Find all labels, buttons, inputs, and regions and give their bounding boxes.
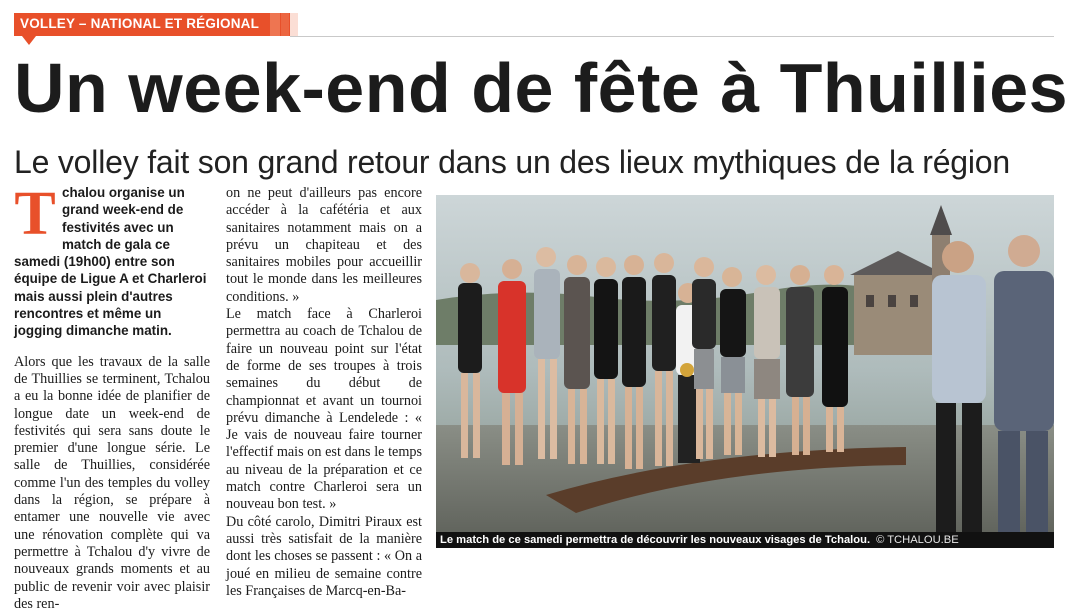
section-rubric: VOLLEY – NATIONAL ET RÉGIONAL [20,16,260,31]
team-photo-scene [436,195,1054,547]
rubric-fade-2 [281,13,289,36]
photo-credit: © TCHALOU.BE [876,534,959,546]
body-paragraph-3: Le match face à Charleroi permettra au coach de Tchalou de faire un nouveau point sur l'état de forme de ses troupes à trois semaines du début de championnat et avant un tournoi prévu dimanche à Lendelede : « Je vais de nouveau faire tourner l'effectif mais on est dans le temps au niveau de la préparation et ce match contre Charleroi sera un nouveau bon test. » [226,306,422,513]
rubric-fade-3 [290,13,298,36]
subheadline: Le volley fait son grand retour dans un des lieux mythiques de la région [14,144,1010,180]
body-paragraph-2: on ne peut d'ailleurs pas encore accéder à la cafétéria et aux sanitaires notamment mais on a prévu un chapiteau et des sanitaires mobiles pour accueillir tout le monde dans les meilleures conditions. » [226,185,422,305]
article-column-2 [226,185,422,600]
photo-caption: Le match de ce samedi permettra de découvrir les nouveaux visages de Tchalou. [440,534,871,546]
body-paragraph-1: Alors que les travaux de la salle de Thuillies se terminent, Tchalou a eu la bonne idée de planifier de longue date un week-end de festivités qui sera sans doute le premier d'une longue série. Le salle de Thuillies, considérée comme l'un des temples du volley dans la région, se prépare à entamer une nouvelle vie avec une rénovation complète qui va permettre à Tchalou d'y vivre de nouveaux grands moments et au public de revenir voir avec plaisir des ren- [14,353,210,612]
lead-text: chalou organise un grand week-end de festivités avec un match de gala ce samedi (19h00) entre son équipe de Ligue A et Charleroi mais aussi plein d'autres rencontres et même un jogging dimanche matin. [14,185,207,339]
rubric-rule [290,36,1054,37]
article-lead [14,180,210,340]
rubric-fade-1 [270,13,280,36]
photo-caption-bar [436,532,1054,548]
team-photo [436,195,1054,547]
headline: Un week-end de fête à Thuillies [14,49,1069,127]
rubric-pointer [22,36,36,45]
drop-cap: T [14,180,56,248]
article-column-1 [14,180,210,613]
body-paragraph-4: Du côté carolo, Dimitri Piraux est aussi très satisfait de la manière dont les choses se passent : « On a joué en milieu de semaine contre les Françaises de Marcq-en-Ba- [226,513,422,599]
terrace-floor [436,425,1054,547]
